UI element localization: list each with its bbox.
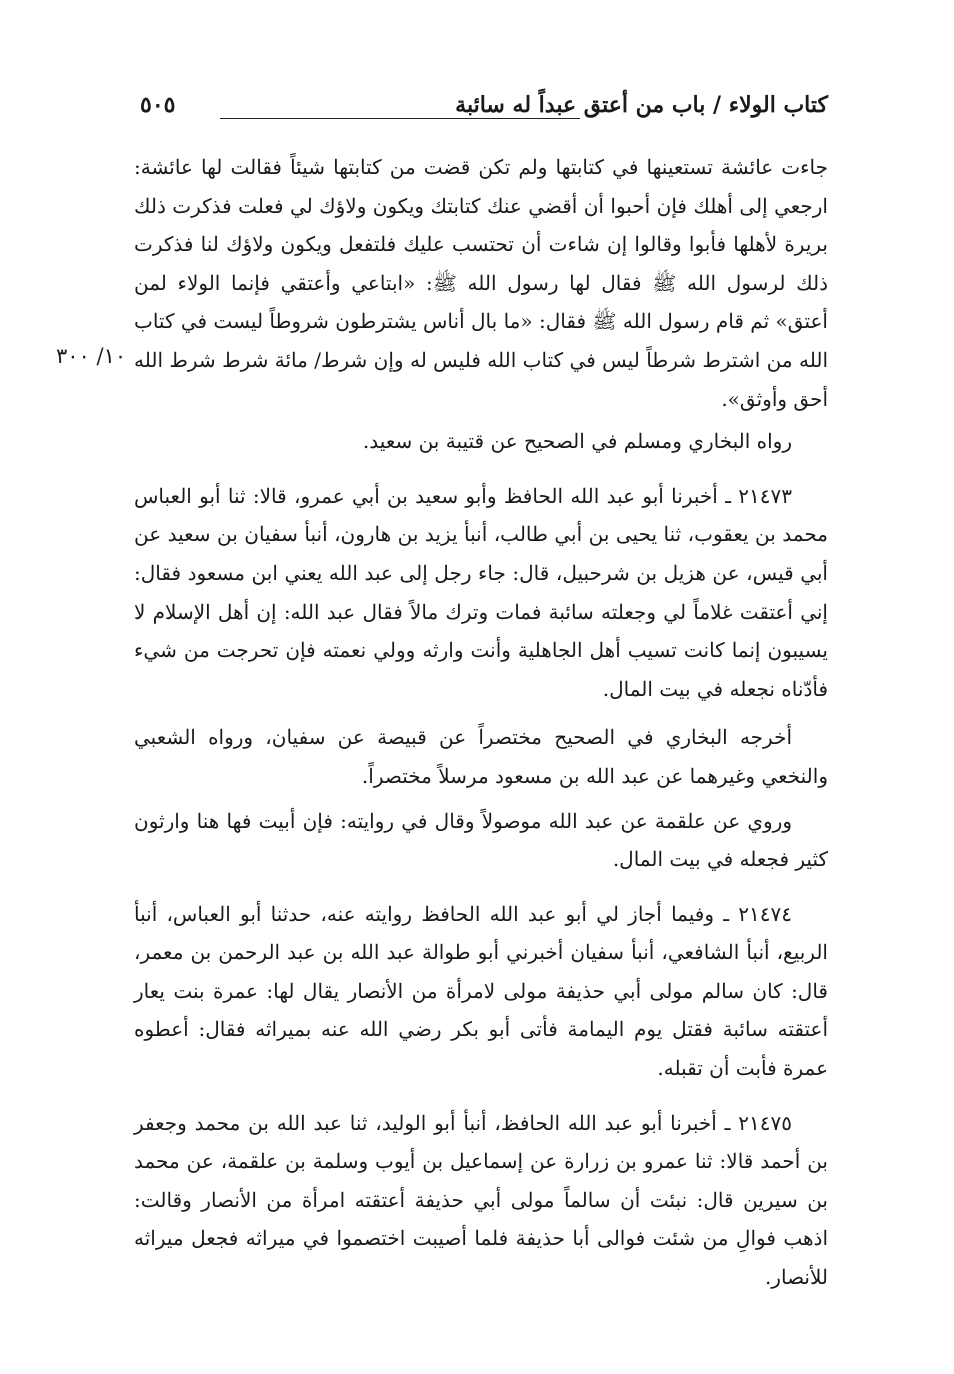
header-title: كتاب الولاء / باب من أعتق عبداً له سائبة	[455, 92, 828, 118]
hadith-21475: ٢١٤٧٥ ـ أخبرنا أبو عبد الله الحافظ، أنبأ أبو الوليد، ثنا عبد الله بن محمد وجعفر بن أحمد قالا: ثنا عمرو بن زرارة عن إسماعيل بن أيوب وسلمة بن علقمة، عن محمد بن سيرين قال: نبئت أن سالماً مولى أبي حذيفة أعتقته امرأة من الأنصار وقالت: اذهب فوالِ من شئت فوالى أبا حذيفة فلما أصيبت اختصموا في ميراثه فجعل ميراثه للأنصار.	[134, 1110, 828, 1290]
running-header	[140, 92, 828, 132]
paragraph-note: وروي عن علقمة عن عبد الله موصولاً وقال في روايته: فإن أبيت فها هنا وارثون كثير فجعله في بيت المال.	[134, 808, 828, 872]
hadith-21473: ٢١٤٧٣ ـ أخبرنا أبو عبد الله الحافظ وأبو سعيد بن أبي عمرو، قالا: ثنا أبو العباس محمد بن يعقوب، ثنا يحيى بن أبي طالب، أنبأ يزيد بن هارون، أنبأ سفيان بن سعيد عن أبي قيس، عن هزيل بن شرحبيل، قال: جاء رجل إلى عبد الله يعني ابن مسعود فقال: إني أعتقت غلاماً لي وجعلته سائبة فمات وترك مالاً فقال عبد الله: إن أهل الإسلام لا يسيبون إنما كانت تسيب أهل الجاهلية وأنت وارثه وولي نعمته فإن تحرجت من شيء فأدّناه نجعله في بيت المال.	[134, 483, 828, 701]
page-number: ٥٠٥	[140, 92, 176, 118]
paragraph-takhrij: أخرجه البخاري في الصحيح مختصراً عن قبيصة عن سفيان، ورواه الشعبي والنخعي وغيرهما عن عبد الله بن مسعود مرسلاً مختصراً.	[134, 725, 828, 788]
page-body	[134, 148, 828, 1307]
header-rule	[220, 118, 580, 119]
margin-reference: ١٠/ ٣٠٠	[56, 344, 127, 368]
paragraph-attribution: رواه البخاري ومسلم في الصحيح عن قتيبة بن سعيد.	[362, 429, 792, 454]
hadith-21474: ٢١٤٧٤ ـ وفيما أجاز لي أبو عبد الله الحافظ روايته عنه، حدثنا أبو العباس، أنبأ الربيع، أنبأ الشافعي، أنبأ سفيان أخبرني أبو طوالة عبد الله بن عبد الرحمن بن معمر، قال: كان سالم مولى أبي حذيفة مولى لامرأة من الأنصار يقال لها: عمرة بنت يعار أعتقته سائبة فقتل يوم اليمامة فأتى أبو بكر رضي الله عنه بميراثه فقال: أعطوه عمرة فأبت أن تقبله.	[134, 901, 828, 1081]
paragraph-continuation: جاءت عائشة تستعينها في كتابتها ولم تكن قضت من كتابتها شيئاً فقالت لها عائشة: ارجعي إلى أهلك فإن أحبوا أن أقضي عنك كتابتك ويكون ولاؤك لي فعلت فذكرت ذلك بريرة لأهلها فأبوا وقالوا إن شاءت أن تحتسب عليك فلتفعل ويكون ولاؤك لنا فذكرت ذلك لرسول الله ﷺ فقال لها رسول الله ﷺ: «ابتاعي وأعتقي فإنما الولاء لمن أعتق» ثم قام رسول الله ﷺ فقال: «ما بال أناس يشترطون شروطاً ليست في كتاب الله من اشترط شرطاً ليس في كتاب الله فليس له وإن شرط/ مائة شرط شرط الله أحق وأوثق».	[134, 155, 828, 411]
